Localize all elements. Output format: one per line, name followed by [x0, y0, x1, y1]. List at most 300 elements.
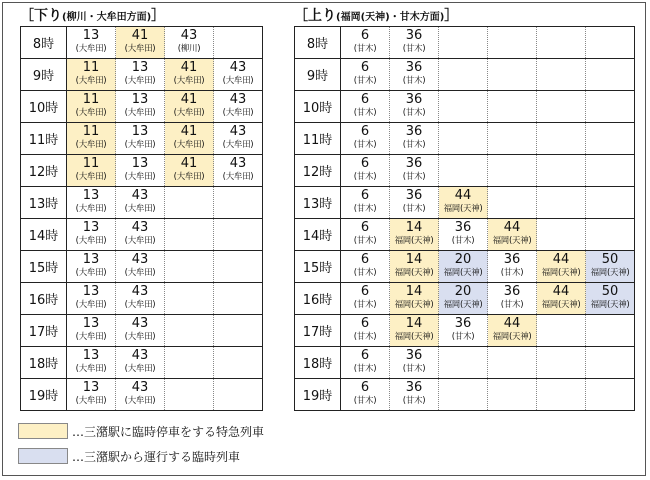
timetable-row [21, 155, 263, 187]
destination-label: (甘木) [402, 140, 426, 150]
destination-label: (甘木) [353, 332, 377, 342]
hour-label: 13時 [21, 187, 67, 219]
destination-label: (大牟田) [75, 268, 107, 278]
departure-cell [214, 187, 263, 219]
departure-minute: 36 [405, 188, 423, 203]
destination-label: 福岡(天神) [492, 332, 532, 342]
destination-label: 福岡(天神) [443, 204, 483, 214]
destination-label: (大牟田) [75, 44, 107, 54]
departure-cell [537, 251, 586, 283]
departure-cell [390, 251, 439, 283]
hour-label: 14時 [295, 219, 341, 251]
departure-cell [488, 379, 537, 411]
departure-minute: 43 [131, 252, 149, 267]
destination-label: (大牟田) [173, 108, 205, 118]
departure-minute: 6 [360, 220, 370, 235]
hour-label: 14時 [21, 219, 67, 251]
departure-cell [67, 187, 116, 219]
departure-cell [390, 283, 439, 315]
departure-cell [439, 91, 488, 123]
departure-minute: 36 [503, 252, 521, 267]
timetable-row [295, 155, 635, 187]
destination-label: (大牟田) [124, 332, 156, 342]
destination-label: (大牟田) [173, 76, 205, 86]
hour-label: 12時 [295, 155, 341, 187]
hour-label: 13時 [295, 187, 341, 219]
departure-minute: 13 [82, 28, 100, 43]
timetable-row [21, 27, 263, 59]
departure-cell [116, 59, 165, 91]
departure-minute: 13 [131, 92, 149, 107]
departure-minute: 6 [360, 124, 370, 139]
departure-minute: 36 [405, 380, 423, 395]
departure-cell [341, 283, 390, 315]
departure-cell [165, 155, 214, 187]
departure-minute: 14 [405, 284, 423, 299]
destination-label: (大牟田) [75, 140, 107, 150]
hour-label: 8時 [21, 27, 67, 59]
departure-cell [116, 379, 165, 411]
departure-cell [67, 379, 116, 411]
departure-minute: 11 [82, 156, 100, 171]
destination-label: (甘木) [353, 236, 377, 246]
departure-minute: 43 [131, 380, 149, 395]
hour-label: 16時 [295, 283, 341, 315]
hour-label: 15時 [21, 251, 67, 283]
timetable-row [295, 219, 635, 251]
departure-cell [488, 283, 537, 315]
departure-cell [165, 379, 214, 411]
departure-cell [537, 59, 586, 91]
hour-label: 10時 [295, 91, 341, 123]
timetable-row [21, 91, 263, 123]
departure-cell [214, 283, 263, 315]
departure-cell [214, 91, 263, 123]
destination-label: (大牟田) [124, 300, 156, 310]
departure-minute: 36 [454, 220, 472, 235]
up-heading-main: ［上り [294, 8, 336, 24]
destination-label: 福岡(天神) [541, 300, 581, 310]
destination-label: (甘木) [500, 300, 524, 310]
hour-label: 12時 [21, 155, 67, 187]
departure-cell [214, 155, 263, 187]
departure-cell [165, 347, 214, 379]
departure-minute: 41 [180, 92, 198, 107]
up-heading-sub: (福岡(天神)・甘木方面) [336, 12, 445, 23]
destination-label: (甘木) [402, 172, 426, 182]
departure-cell [214, 219, 263, 251]
hour-label: 10時 [21, 91, 67, 123]
departure-minute: 41 [131, 28, 149, 43]
departure-cell [586, 379, 635, 411]
departure-minute: 36 [405, 60, 423, 75]
departure-cell [586, 347, 635, 379]
hour-label: 17時 [295, 315, 341, 347]
hour-label: 19時 [295, 379, 341, 411]
departure-cell [439, 379, 488, 411]
departure-minute: 20 [454, 252, 472, 267]
departure-minute: 44 [503, 220, 521, 235]
departure-cell [390, 219, 439, 251]
departure-cell [116, 123, 165, 155]
timetable-row [21, 59, 263, 91]
timetable-row [295, 379, 635, 411]
departure-minute: 36 [503, 284, 521, 299]
departure-cell [586, 283, 635, 315]
departure-cell [488, 59, 537, 91]
timetable-row [21, 123, 263, 155]
departure-minute: 11 [82, 92, 100, 107]
departure-cell [165, 91, 214, 123]
departure-minute: 44 [552, 284, 570, 299]
legend-extra-train [18, 447, 240, 465]
hour-label: 9時 [295, 59, 341, 91]
departure-minute: 43 [229, 60, 247, 75]
departure-minute: 36 [405, 124, 423, 139]
departure-cell [439, 315, 488, 347]
departure-minute: 43 [229, 92, 247, 107]
departure-minute: 6 [360, 316, 370, 331]
departure-minute: 43 [131, 316, 149, 331]
departure-minute: 6 [360, 156, 370, 171]
destination-label: (大牟田) [222, 108, 254, 118]
departure-cell [341, 219, 390, 251]
departure-cell [341, 347, 390, 379]
departure-minute: 13 [82, 252, 100, 267]
departure-cell [341, 251, 390, 283]
departure-minute: 6 [360, 92, 370, 107]
departure-cell [488, 27, 537, 59]
destination-label: (大牟田) [124, 236, 156, 246]
destination-label: (甘木) [402, 44, 426, 54]
departure-cell [439, 251, 488, 283]
departure-minute: 43 [229, 124, 247, 139]
departure-cell [390, 59, 439, 91]
departure-cell [341, 27, 390, 59]
departure-cell [341, 91, 390, 123]
destination-label: (大牟田) [124, 396, 156, 406]
destination-label: (甘木) [353, 108, 377, 118]
timetable-row [295, 283, 635, 315]
departure-minute: 6 [360, 284, 370, 299]
departure-cell [586, 59, 635, 91]
departure-cell [439, 219, 488, 251]
departure-cell [116, 347, 165, 379]
departure-minute: 13 [131, 156, 149, 171]
departure-cell [214, 379, 263, 411]
departure-minute: 43 [131, 348, 149, 363]
timetable-row [21, 187, 263, 219]
departure-cell [341, 187, 390, 219]
departure-cell [537, 379, 586, 411]
departure-cell [586, 187, 635, 219]
departure-minute: 11 [82, 60, 100, 75]
down-heading [20, 8, 165, 26]
destination-label: (大牟田) [222, 76, 254, 86]
down-timetable [20, 26, 263, 411]
departure-minute: 13 [82, 220, 100, 235]
down-heading-end: ］ [151, 8, 166, 24]
departure-cell [165, 123, 214, 155]
departure-cell [116, 155, 165, 187]
timetable-row [21, 379, 263, 411]
departure-cell [390, 315, 439, 347]
departure-minute: 36 [405, 156, 423, 171]
departure-cell [586, 91, 635, 123]
departure-cell [390, 347, 439, 379]
timetable-row [295, 59, 635, 91]
departure-cell [214, 27, 263, 59]
destination-label: 福岡(天神) [443, 300, 483, 310]
timetable-row [295, 91, 635, 123]
hour-label: 19時 [21, 379, 67, 411]
departure-minute: 41 [180, 60, 198, 75]
destination-label: (甘木) [353, 76, 377, 86]
destination-label: 福岡(天神) [590, 268, 630, 278]
departure-minute: 20 [454, 284, 472, 299]
destination-label: (大牟田) [124, 268, 156, 278]
departure-cell [165, 283, 214, 315]
departure-cell [537, 315, 586, 347]
departure-minute: 43 [180, 28, 198, 43]
departure-minute: 13 [82, 348, 100, 363]
departure-minute: 13 [82, 316, 100, 331]
departure-minute: 14 [405, 220, 423, 235]
departure-minute: 41 [180, 124, 198, 139]
departure-cell [439, 283, 488, 315]
timetable-row [295, 27, 635, 59]
departure-cell [488, 315, 537, 347]
departure-cell [165, 315, 214, 347]
up-timetable [294, 26, 635, 411]
destination-label: (大牟田) [124, 172, 156, 182]
departure-minute: 43 [229, 156, 247, 171]
departure-cell [214, 347, 263, 379]
destination-label: 福岡(天神) [443, 268, 483, 278]
departure-cell [439, 347, 488, 379]
destination-label: (甘木) [353, 172, 377, 182]
departure-cell [67, 219, 116, 251]
hour-label: 11時 [295, 123, 341, 155]
departure-minute: 44 [503, 316, 521, 331]
destination-label: (大牟田) [173, 172, 205, 182]
departure-cell [214, 251, 263, 283]
destination-label: (柳川) [177, 44, 201, 54]
departure-cell [67, 155, 116, 187]
destination-label: 福岡(天神) [492, 236, 532, 246]
destination-label: (甘木) [402, 108, 426, 118]
destination-label: (大牟田) [124, 140, 156, 150]
departure-minute: 36 [405, 28, 423, 43]
departure-cell [67, 59, 116, 91]
departure-cell [165, 59, 214, 91]
departure-cell [165, 187, 214, 219]
departure-minute: 50 [601, 252, 619, 267]
destination-label: 福岡(天神) [394, 236, 434, 246]
destination-label: (甘木) [353, 364, 377, 374]
departure-minute: 14 [405, 316, 423, 331]
up-heading [294, 8, 458, 26]
departure-minute: 43 [131, 188, 149, 203]
departure-cell [586, 315, 635, 347]
destination-label: (甘木) [353, 300, 377, 310]
departure-cell [214, 59, 263, 91]
departure-cell [67, 283, 116, 315]
departure-cell [165, 251, 214, 283]
departure-cell [537, 283, 586, 315]
departure-cell [67, 347, 116, 379]
departure-cell [116, 283, 165, 315]
departure-minute: 13 [131, 124, 149, 139]
departure-cell [439, 187, 488, 219]
hour-label: 16時 [21, 283, 67, 315]
destination-label: (甘木) [500, 268, 524, 278]
departure-cell [116, 315, 165, 347]
timetable-row [295, 187, 635, 219]
departure-minute: 43 [131, 284, 149, 299]
departure-minute: 44 [454, 188, 472, 203]
departure-cell [67, 123, 116, 155]
hour-label: 15時 [295, 251, 341, 283]
destination-label: (甘木) [402, 204, 426, 214]
departure-cell [488, 347, 537, 379]
departure-cell [537, 155, 586, 187]
legend-extra-train-text: …三潴駅から運行する臨時列車 [72, 449, 241, 464]
departure-cell [214, 315, 263, 347]
destination-label: (大牟田) [75, 300, 107, 310]
departure-minute: 6 [360, 28, 370, 43]
destination-label: (甘木) [353, 396, 377, 406]
departure-minute: 6 [360, 60, 370, 75]
departure-cell [488, 155, 537, 187]
departure-cell [390, 123, 439, 155]
destination-label: (大牟田) [173, 140, 205, 150]
destination-label: (大牟田) [222, 140, 254, 150]
up-heading-end: ］ [444, 8, 459, 24]
departure-cell [116, 219, 165, 251]
departure-minute: 13 [82, 188, 100, 203]
destination-label: (甘木) [402, 396, 426, 406]
departure-cell [341, 123, 390, 155]
destination-label: (甘木) [451, 332, 475, 342]
destination-label: (大牟田) [75, 76, 107, 86]
departure-cell [67, 315, 116, 347]
timetable-row [21, 347, 263, 379]
destination-label: (大牟田) [75, 364, 107, 374]
hour-label: 8時 [295, 27, 341, 59]
timetable-row [295, 251, 635, 283]
departure-cell [537, 187, 586, 219]
departure-cell [586, 27, 635, 59]
departure-cell [439, 59, 488, 91]
departure-cell [67, 91, 116, 123]
departure-cell [116, 187, 165, 219]
hour-label: 9時 [21, 59, 67, 91]
departure-minute: 36 [454, 316, 472, 331]
departure-cell [390, 187, 439, 219]
timetable-row [21, 283, 263, 315]
timetable-row [21, 219, 263, 251]
departure-cell [537, 219, 586, 251]
departure-minute: 13 [82, 284, 100, 299]
legend-special-stop-text: …三潴駅に臨時停車をする特急列車 [72, 424, 265, 439]
departure-cell [67, 27, 116, 59]
destination-label: (大牟田) [124, 364, 156, 374]
timetable-row [295, 347, 635, 379]
legend-special-stop [18, 422, 264, 440]
departure-cell [390, 379, 439, 411]
destination-label: (甘木) [451, 236, 475, 246]
departure-cell [214, 123, 263, 155]
hour-label: 17時 [21, 315, 67, 347]
departure-minute: 14 [405, 252, 423, 267]
departure-minute: 13 [82, 380, 100, 395]
destination-label: (大牟田) [124, 76, 156, 86]
departure-cell [390, 91, 439, 123]
timetable-row [295, 123, 635, 155]
departure-cell [116, 251, 165, 283]
destination-label: (大牟田) [75, 236, 107, 246]
departure-minute: 50 [601, 284, 619, 299]
departure-cell [586, 123, 635, 155]
destination-label: (甘木) [353, 204, 377, 214]
destination-label: (大牟田) [75, 332, 107, 342]
destination-label: 福岡(天神) [394, 332, 434, 342]
timetable-row [21, 315, 263, 347]
departure-cell [439, 155, 488, 187]
departure-minute: 6 [360, 252, 370, 267]
departure-minute: 36 [405, 348, 423, 363]
destination-label: (甘木) [353, 268, 377, 278]
departure-cell [165, 219, 214, 251]
departure-cell [488, 123, 537, 155]
departure-cell [341, 315, 390, 347]
departure-cell [67, 251, 116, 283]
departure-cell [390, 27, 439, 59]
down-heading-main: ［下り [20, 8, 62, 24]
departure-minute: 6 [360, 348, 370, 363]
destination-label: (大牟田) [124, 204, 156, 214]
departure-cell [488, 187, 537, 219]
destination-label: (大牟田) [124, 44, 156, 54]
departure-cell [586, 219, 635, 251]
destination-label: (大牟田) [75, 108, 107, 118]
departure-cell [165, 27, 214, 59]
timetable-row [295, 315, 635, 347]
destination-label: (甘木) [402, 76, 426, 86]
departure-minute: 36 [405, 92, 423, 107]
destination-label: 福岡(天神) [590, 300, 630, 310]
departure-cell [586, 251, 635, 283]
destination-label: (大牟田) [124, 108, 156, 118]
departure-minute: 44 [552, 252, 570, 267]
destination-label: (大牟田) [75, 204, 107, 214]
destination-label: (甘木) [402, 364, 426, 374]
departure-cell [439, 123, 488, 155]
departure-cell [341, 155, 390, 187]
destination-label: 福岡(天神) [541, 268, 581, 278]
departure-minute: 13 [131, 60, 149, 75]
departure-cell [341, 59, 390, 91]
departure-minute: 43 [131, 220, 149, 235]
destination-label: (大牟田) [75, 172, 107, 182]
destination-label: (大牟田) [222, 172, 254, 182]
destination-label: (甘木) [353, 140, 377, 150]
departure-cell [586, 155, 635, 187]
timetable-row [21, 251, 263, 283]
legend-swatch-yellow [18, 423, 68, 439]
departure-cell [341, 379, 390, 411]
